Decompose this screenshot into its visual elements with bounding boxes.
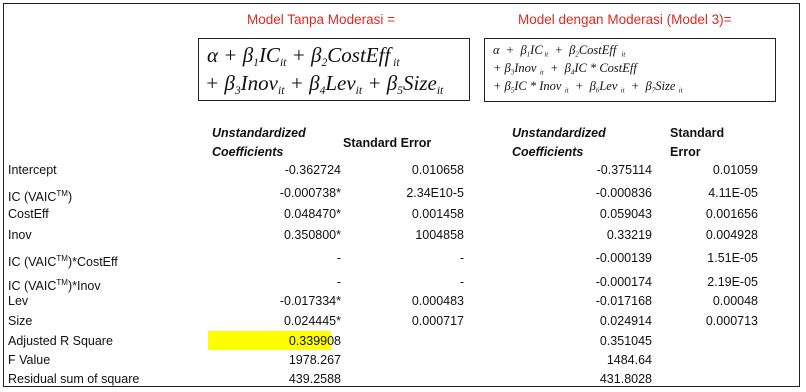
row-label: Adjusted R Square: [8, 334, 113, 348]
cell-c3: -0.000174: [595, 275, 652, 289]
cell-c3: 1484.64: [606, 353, 652, 367]
table-row: [8, 291, 798, 312]
cell-c1: -0.017334*: [279, 294, 341, 308]
table-row: [8, 350, 798, 371]
row-label: Lev: [8, 294, 29, 308]
row-label: Intercept: [8, 163, 57, 177]
cell-c3: 0.351045: [599, 334, 652, 348]
table-row: [8, 160, 798, 181]
formula-left: [198, 38, 470, 101]
cell-c4: 1.51E-05: [707, 251, 758, 265]
cell-c3: -0.017168: [595, 294, 652, 308]
cell-c1: 439.2588: [288, 372, 341, 386]
model-title-right: Model dengan Moderasi (Model 3)=: [518, 12, 732, 27]
cell-c1: 0.350800*: [283, 228, 341, 242]
cell-c1: 0.339908: [288, 334, 341, 348]
header-std-error-left: Standard Error: [343, 136, 432, 150]
cell-c1: -0.000738*: [279, 186, 341, 200]
table-row: [8, 311, 798, 332]
cell-c1: 0.048470*: [283, 207, 341, 221]
cell-c4: 0.01059: [712, 163, 758, 177]
row-label: CostEff: [8, 207, 49, 221]
row-label: IC (VAIC™)*CostEff: [8, 254, 118, 269]
formula-right-line2: + $\beta_3Inov$ $_{it} + \beta_4IC$ * CostEff: [493, 61, 637, 77]
cell-c4: 0.001656: [705, 207, 758, 221]
cell-c2: 0.010658: [411, 163, 464, 177]
cell-c3: 0.024914: [599, 314, 652, 328]
header-unstd-left: Unstandardized Coefficients: [212, 126, 306, 159]
model-title-left: Model Tanpa Moderasi =: [247, 12, 395, 27]
header-unstd-right: Unstandardized Coefficients: [512, 126, 606, 159]
cell-c2: 2.34E10-5: [406, 186, 464, 200]
cell-c2: 1004858: [415, 228, 464, 242]
cell-c1: 1978.267: [288, 353, 341, 367]
cell-c2: -: [459, 275, 464, 289]
row-label: IC (VAIC™)*Inov: [8, 278, 101, 293]
cell-c1: 0.024445*: [283, 314, 341, 328]
cell-c2: 0.000483: [411, 294, 464, 308]
cell-c4: 4.11E-05: [708, 186, 758, 200]
cell-c3: 431.8028: [599, 372, 652, 386]
cell-c4: 0.004928: [705, 228, 758, 242]
row-label: F Value: [8, 353, 51, 367]
cell-c1: -: [336, 275, 341, 289]
cell-c3: -0.375114: [596, 163, 652, 177]
cell-c3: -0.000836: [595, 186, 652, 200]
cell-c2: 0.001458: [411, 207, 464, 221]
table-row: [8, 183, 798, 204]
formula-right-line1: $\alpha + \beta_1IC$ $_{it} + \beta_2CostEff$ $_{it}$: [493, 43, 626, 59]
table-row: [8, 204, 798, 225]
formula-left-line2: + $\beta_3Inov_{it} + \beta_4Lev_{it}$ + $\beta_5Size_{it}$: [205, 71, 444, 98]
table-row: [8, 272, 798, 293]
row-label: Size: [8, 314, 33, 328]
formula-left-line1: $\alpha + \beta_1IC_{it}$ + $\beta_2CostEff$ $_{it}$: [207, 43, 400, 70]
cell-c3: 0.33219: [606, 228, 652, 242]
cell-c2: 0.000717: [411, 314, 464, 328]
table-row: [8, 225, 798, 246]
cell-c4: 2.19E-05: [707, 275, 758, 289]
cell-c2: -: [459, 251, 464, 265]
cell-c3: 0.059043: [599, 207, 652, 221]
row-label: IC (VAIC™): [8, 189, 73, 204]
cell-c4: 0.000713: [705, 314, 758, 328]
cell-c4: 0.00048: [712, 294, 758, 308]
formula-right: [484, 38, 776, 102]
cell-c3: -0.000139: [595, 251, 652, 265]
row-label: Residual sum of square: [8, 372, 140, 386]
table-row: [8, 369, 798, 390]
table-row: [8, 331, 798, 352]
header-std-error-right: Standard Error: [670, 126, 725, 159]
cell-c1: -0.362724: [284, 163, 341, 177]
row-label: Inov: [8, 228, 32, 242]
table-row: [8, 248, 798, 269]
formula-right-line3: + $\beta_5IC$ * Inov $_{it} + \beta_6Lev$ $_{it} + \beta_7Size$ $_{it}$: [493, 79, 683, 95]
cell-c1: -: [336, 251, 341, 265]
